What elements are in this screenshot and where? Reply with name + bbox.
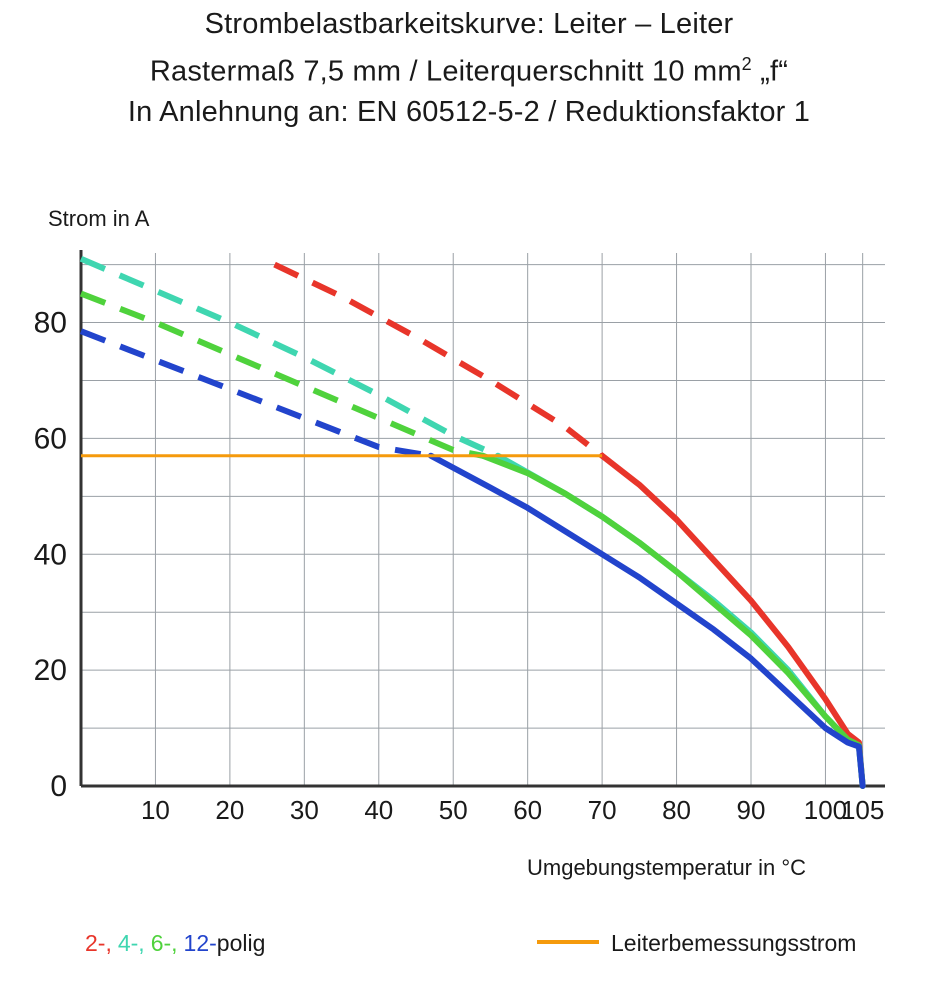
svg-text:60: 60	[513, 795, 543, 825]
chart-legend	[0, 930, 938, 980]
svg-text:105: 105	[840, 795, 885, 825]
svg-text:20: 20	[215, 795, 245, 825]
gridlines	[81, 253, 885, 786]
svg-text:0: 0	[50, 770, 67, 803]
svg-text:10: 10	[140, 795, 170, 825]
svg-text:70: 70	[587, 795, 617, 825]
legend-rated-current-label: Leiterbemessungsstrom	[611, 930, 857, 956]
svg-text:90: 90	[736, 795, 766, 825]
title-line-1: Strombelastbarkeitskurve: Leiter – Leiter	[204, 8, 734, 40]
legend-item-12-polig: 12-	[183, 930, 217, 956]
axis-lines	[81, 250, 885, 786]
data-curves	[81, 259, 863, 786]
x-axis-label: Umgebungstemperatur in °C	[527, 855, 807, 880]
svg-text:60: 60	[33, 422, 67, 456]
svg-text:80: 80	[662, 795, 692, 825]
curve-solid-2	[498, 456, 863, 786]
title-line-3: In Anlehnung an: EN 60512-5-2 / Reduktionsfaktor 1	[127, 95, 811, 128]
y-axis-label: Strom in A	[48, 206, 150, 231]
title-line-2-text: Rastermaß 7,5 mm / Leiterquerschnitt 10 mm	[149, 55, 742, 88]
title-line-2-superscript: 2	[741, 54, 752, 74]
legend-line-swatch-icon	[537, 940, 599, 944]
svg-text:40: 40	[33, 538, 67, 572]
svg-text:80: 80	[33, 306, 67, 340]
legend-rated-current	[537, 930, 856, 957]
legend-item-2-polig: 2-,	[85, 930, 112, 956]
svg-text:50: 50	[438, 795, 468, 825]
tick-labels	[34, 307, 885, 825]
title-line-2-suffix: „f“	[751, 55, 789, 88]
svg-text:20: 20	[33, 654, 67, 688]
curve-dashed-3	[81, 294, 483, 456]
svg-text:40: 40	[364, 795, 394, 825]
curve-solid-4	[431, 456, 863, 786]
svg-text:30: 30	[289, 795, 319, 825]
legend-poles-suffix: polig	[216, 930, 266, 956]
legend-poles	[85, 930, 265, 957]
legend-item-6-polig: 6-,	[150, 930, 178, 956]
legend-item-4-polig: 4-,	[117, 930, 145, 956]
svg-text:100: 100	[803, 795, 848, 825]
curve-solid-3	[483, 456, 863, 786]
